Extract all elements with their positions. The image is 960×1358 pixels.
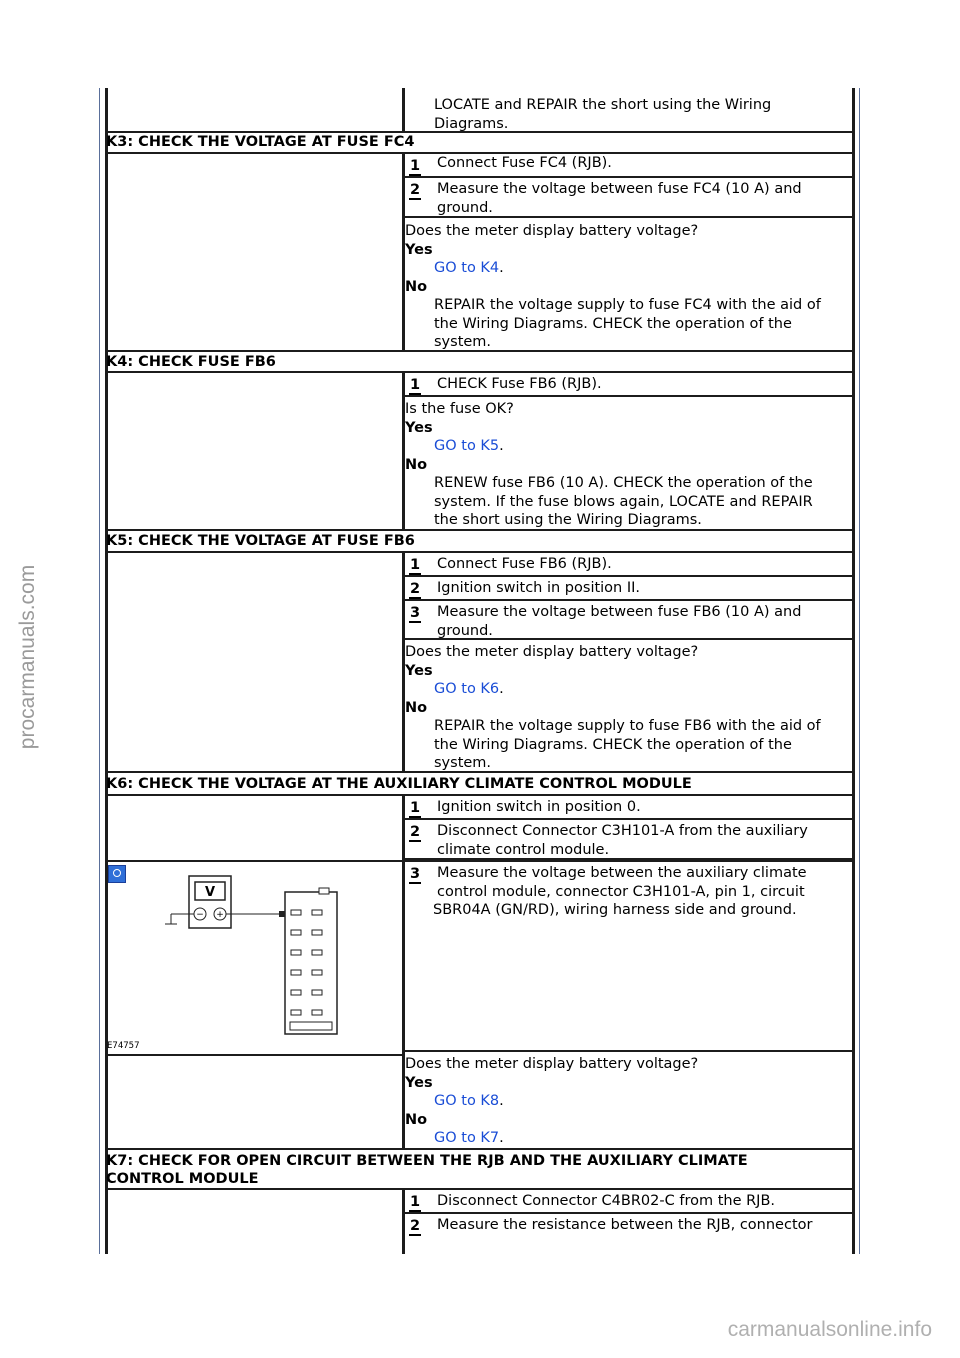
section-k6 (105, 796, 855, 1150)
section-header-k3 (105, 133, 855, 154)
go-to-k6-link[interactable]: GO to K6 (434, 681, 500, 697)
text-line: Measure the voltage between fuse FB6 (10 A) and (437, 604, 802, 620)
no-action (405, 474, 852, 530)
text-line: system. (434, 755, 492, 771)
continuation-text (405, 96, 852, 133)
section-k4 (105, 373, 855, 531)
figure-code: E74757 (107, 1041, 140, 1051)
yes-label: Yes (405, 1074, 433, 1091)
step-number: 1 (410, 557, 421, 573)
step-number: 1 (410, 158, 421, 174)
step-2 (405, 820, 852, 860)
step-text (437, 822, 848, 859)
section-title: K5: CHECK THE VOLTAGE AT FUSE FB6 (106, 533, 415, 549)
minus-label: − (196, 910, 204, 920)
step-number: 1 (410, 800, 421, 816)
step-number: 2 (410, 824, 421, 840)
text-line: Disconnect Connector C4BR02-C from the RJB. (437, 1193, 776, 1209)
section-title: K7: CHECK FOR OPEN CIRCUIT BETWEEN THE RJB AND THE AUXILIARY CLIMATE (106, 1153, 748, 1169)
punctuation: . (499, 1093, 504, 1109)
yes-label: Yes (405, 662, 433, 679)
section-title: K6: CHECK THE VOLTAGE AT THE AUXILIARY CLIMATE CONTROL MODULE (106, 776, 692, 792)
step-number: 3 (410, 866, 421, 882)
punctuation: . (499, 438, 504, 454)
text-line: system. (434, 334, 492, 350)
punctuation: . (499, 260, 504, 276)
result-block (405, 643, 852, 773)
text-line: system. If the fuse blows again, LOCATE and REPAIR (434, 493, 813, 510)
text-line: Disconnect Connector C3H101-A from the auxiliary (437, 823, 808, 839)
punctuation: . (499, 681, 504, 697)
continuation-row (105, 88, 855, 133)
step-1 (405, 1190, 852, 1214)
section-title: K3: CHECK THE VOLTAGE AT FUSE FC4 (106, 134, 415, 150)
text-line: Diagrams. (434, 115, 509, 132)
figure-cell (105, 860, 402, 1056)
step-text (437, 1216, 848, 1235)
section-k5 (105, 553, 855, 773)
yes-label: Yes (405, 241, 433, 258)
question: Does the meter display battery voltage? (405, 223, 699, 239)
step-text (437, 555, 848, 574)
result-block (405, 222, 852, 352)
step-1 (405, 796, 852, 820)
no-label: No (405, 1111, 428, 1128)
row-divider (105, 771, 855, 773)
step-text (433, 864, 848, 920)
text-line: REPAIR the voltage supply to fuse FB6 with the aid of (434, 718, 821, 734)
step-1 (405, 154, 852, 178)
text-line: Ignition switch in position 0. (437, 799, 641, 815)
text-line: LOCATE and REPAIR the short using the Wiring (434, 97, 772, 113)
no-label: No (405, 278, 428, 295)
go-to-k4-link[interactable]: GO to K4 (434, 260, 500, 276)
result-block (405, 1055, 852, 1148)
page-border-right (859, 88, 860, 1254)
step-text (437, 579, 848, 598)
text-line: climate control module. (437, 841, 610, 858)
text-line: Ignition switch in position II. (437, 580, 641, 596)
row-divider (105, 529, 855, 531)
page-border-left (99, 88, 100, 1254)
question: Does the meter display battery voltage? (405, 644, 699, 660)
section-header-k4 (105, 353, 855, 373)
text-line: Connect Fuse FB6 (RJB). (437, 556, 612, 572)
step-text (437, 375, 848, 394)
question: Does the meter display battery voltage? (405, 1056, 699, 1072)
punctuation: . (499, 1130, 504, 1146)
step-3 (405, 601, 852, 640)
wiring-figure (105, 862, 402, 1052)
step-number: 1 (410, 377, 421, 393)
zoom-icon[interactable] (108, 865, 126, 883)
section-k3 (105, 154, 855, 352)
step-text (437, 603, 848, 640)
text-line: the Wiring Diagrams. CHECK the operation of the (434, 315, 792, 332)
step-number: 3 (410, 605, 421, 621)
text-line: REPAIR the voltage supply to fuse FC4 with the aid of (434, 297, 821, 313)
section-header-k7 (105, 1152, 855, 1190)
step-3 (405, 860, 852, 1052)
text-line: ground. (437, 199, 493, 216)
text-line: the short using the Wiring Diagrams. (434, 512, 702, 528)
watermark-bottom: carmanualsonline.info (727, 1318, 932, 1341)
step-text (437, 1192, 848, 1211)
no-action (405, 717, 852, 773)
no-action (405, 296, 852, 352)
go-to-k7-link[interactable]: GO to K7 (434, 1130, 500, 1146)
plus-label: + (216, 910, 224, 920)
step-number: 2 (410, 1218, 421, 1234)
step-text (437, 798, 848, 817)
go-to-k5-link[interactable]: GO to K5 (434, 438, 500, 454)
text-line: control module, connector C3H101-A, pin 1, circuit (437, 883, 805, 900)
text-line: CHECK Fuse FB6 (RJB). (437, 376, 602, 392)
step-text (437, 154, 848, 173)
step-1 (405, 373, 852, 397)
watermark-side: procarmanuals.com (16, 564, 39, 750)
go-to-k8-link[interactable]: GO to K8 (434, 1093, 500, 1109)
step-text (437, 180, 848, 217)
step-2 (405, 1214, 852, 1254)
text-line: the Wiring Diagrams. CHECK the operation of the (434, 736, 792, 753)
no-label: No (405, 456, 428, 473)
question: Is the fuse OK? (405, 401, 514, 417)
section-title: CONTROL MODULE (106, 1171, 259, 1187)
row-divider (105, 350, 855, 352)
section-title: K4: CHECK FUSE FB6 (106, 354, 276, 370)
step-2 (405, 178, 852, 218)
text-line: Measure the resistance between the RJB, connector (437, 1217, 813, 1233)
row-divider (105, 1148, 855, 1150)
yes-label: Yes (405, 419, 433, 436)
step-2 (405, 577, 852, 601)
text-line: Connect Fuse FC4 (RJB). (437, 155, 612, 171)
meter-label: V (204, 885, 216, 900)
result-block (405, 400, 852, 530)
section-header-k6 (105, 775, 855, 796)
section-k7 (105, 1190, 855, 1254)
text-line: SBR04A (GN/RD), wiring harness side and ground. (433, 902, 797, 918)
section-header-k5 (105, 532, 855, 553)
step-1 (405, 553, 852, 577)
text-line: ground. (437, 622, 493, 639)
text-line: Measure the voltage between the auxiliary climate (437, 865, 807, 881)
text-line: RENEW fuse FB6 (10 A). CHECK the operation of the (434, 475, 813, 491)
step-number: 2 (410, 581, 421, 597)
no-label: No (405, 699, 428, 716)
step-number: 1 (410, 1194, 421, 1210)
step-number: 2 (410, 182, 421, 198)
text-line: Measure the voltage between fuse FC4 (10 A) and (437, 181, 802, 197)
